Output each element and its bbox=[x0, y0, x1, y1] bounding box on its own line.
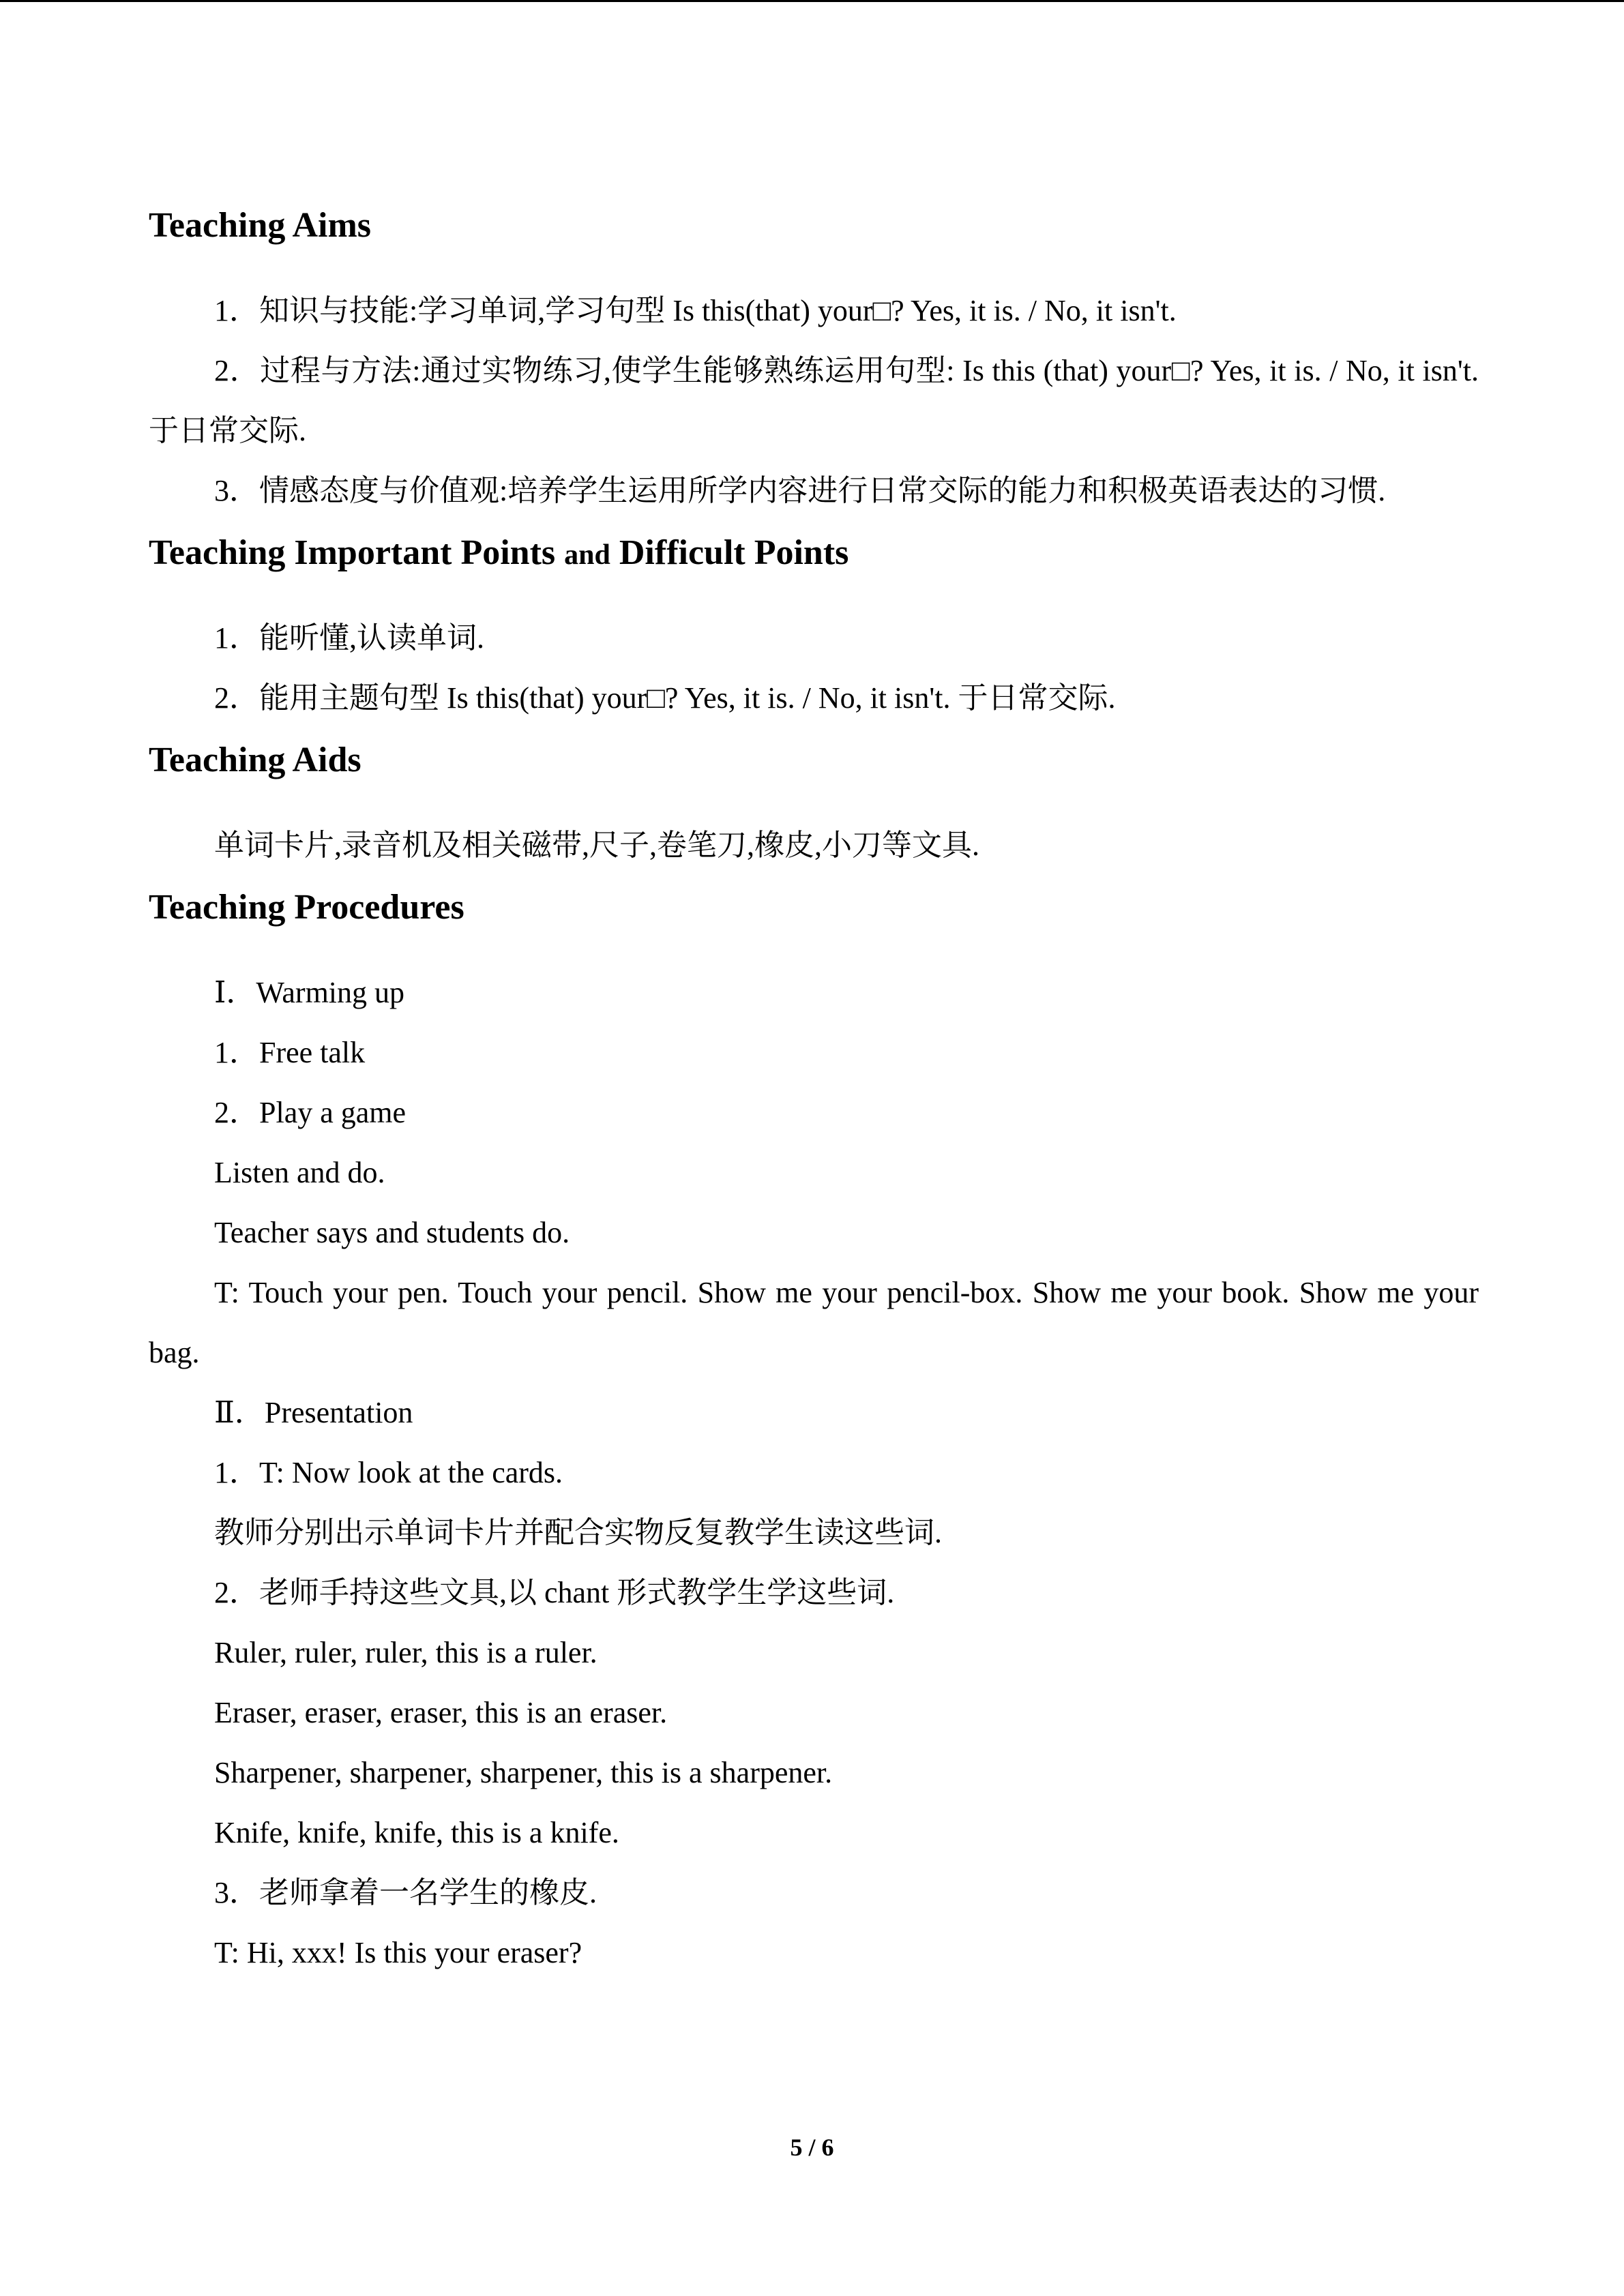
procedure-line: 2．Play a game bbox=[214, 1096, 407, 1129]
page-top-border bbox=[0, 0, 1624, 2]
heading-points-part-a: Teaching Important Points bbox=[149, 533, 556, 572]
aims-item-1: 1．知识与技能:学习单词,学习句型 Is this(that) your□? Yes, it is. / No, it isn't. bbox=[214, 294, 1177, 327]
heading-points-and: and bbox=[564, 539, 610, 571]
procedure-line: 教师分别出示单词卡片并配合实物反复教学生读这些词. bbox=[214, 1516, 942, 1549]
procedure-line: T: Touch your pen. Touch your pencil. Show me your pencil-box. Show me your book. Show me your bag. bbox=[149, 1276, 1479, 1369]
procedure-line: T: Hi, xxx! Is this your eraser? bbox=[214, 1936, 582, 1969]
heading-important-difficult-points bbox=[149, 532, 1479, 580]
procedure-line: Eraser, eraser, eraser, this is an eraser. bbox=[214, 1696, 668, 1729]
procedure-line: Ruler, ruler, ruler, this is a ruler. bbox=[214, 1636, 597, 1669]
procedure-line: 1．T: Now look at the cards. bbox=[214, 1456, 563, 1489]
page-number: 5 / 6 bbox=[790, 2134, 834, 2161]
procedure-line: Knife, knife, knife, this is a knife. bbox=[214, 1816, 619, 1849]
procedure-line: 1．Free talk bbox=[214, 1036, 366, 1069]
procedure-line: Sharpener, sharpener, sharpener, this is a sharpener. bbox=[214, 1756, 833, 1789]
heading-teaching-procedures: Teaching Procedures bbox=[149, 888, 464, 927]
procedure-line: 2．老师手持这些文具,以 chant 形式教学生学这些词. bbox=[214, 1576, 895, 1609]
procedure-line: Listen and do. bbox=[214, 1156, 385, 1189]
points-item-1: 1．能听懂,认读单词. bbox=[214, 621, 484, 655]
procedure-line: Ⅱ．Presentation bbox=[214, 1396, 413, 1429]
procedure-line: Teacher says and students do. bbox=[214, 1216, 570, 1249]
heading-points-part-b: Difficult Points bbox=[619, 533, 849, 572]
heading-teaching-aids: Teaching Aids bbox=[149, 741, 361, 779]
aims-item-2: 2．过程与方法:通过实物练习,使学生能够熟练运用句型: Is this (that) your□? Yes, it is. / No, it isn't. 于日常交际. bbox=[149, 354, 1479, 447]
points-item-2: 2．能用主题句型 Is this(that) your□? Yes, it is. / No, it isn't. 于日常交际. bbox=[214, 681, 1116, 715]
heading-teaching-aims: Teaching Aims bbox=[149, 206, 372, 245]
procedure-line: 3．老师拿着一名学生的橡皮. bbox=[214, 1876, 597, 1909]
procedure-line: Ⅰ．Warming up bbox=[214, 976, 405, 1009]
aims-item-3: 3．情感态度与价值观:培养学生运用所学内容进行日常交际的能力和积极英语表达的习惯. bbox=[214, 474, 1386, 507]
document-page bbox=[149, 205, 1479, 1983]
aids-item-1: 单词卡片,录音机及相关磁带,尺子,卷笔刀,橡皮,小刀等文具. bbox=[214, 829, 979, 862]
